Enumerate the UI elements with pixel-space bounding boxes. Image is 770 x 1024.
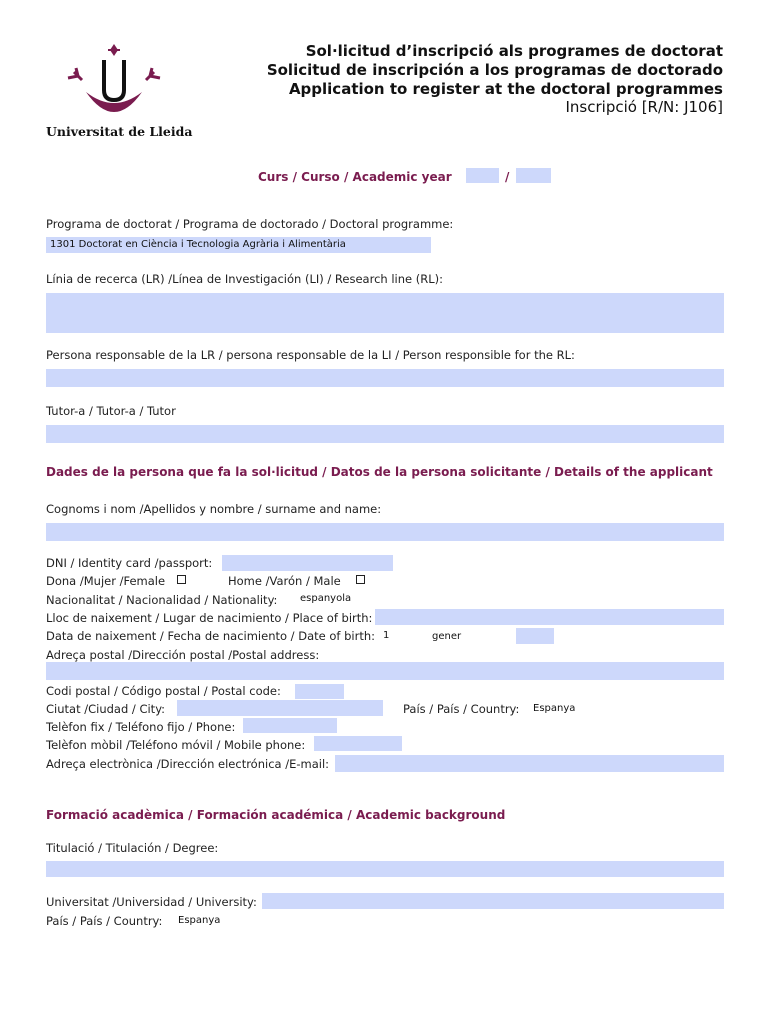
programme-label: Programa de doctorat / Programa de doctorado / Doctoral programme: [46,217,454,231]
title-spanish: Solicitud de inscripción a los programas de doctorado [266,61,723,79]
phone-field[interactable] [243,718,337,733]
birth-day-value[interactable]: 1 [383,630,390,641]
responsible-label: Persona responsable de la LR / persona responsable de la LI / Person responsible for the RL: [46,348,575,362]
nationality-label: Nacionalitat / Nacionalidad / Nationality: [46,593,278,607]
country-label: País / País / Country: [403,702,520,716]
research-line-field[interactable] [46,293,724,333]
male-label: Home /Varón / Male [228,574,341,588]
city-field[interactable] [177,700,383,716]
research-line-label: Línia de recerca (LR) /Línea de Investigación (LI) / Research line (RL): [46,272,443,286]
academic-country-value[interactable]: Espanya [178,915,221,926]
birth-year-field[interactable] [516,628,554,644]
country-value[interactable]: Espanya [533,703,576,714]
postcode-field[interactable] [295,684,344,699]
applicant-name-label: Cognoms i nom /Apellidos y nombre / surname and name: [46,502,382,516]
nationality-value[interactable]: espanyola [300,593,352,604]
academic-year-label: Curs / Curso / Academic year [258,170,452,184]
degree-label: Titulació / Titulación / Degree: [46,841,219,855]
applicant-heading: Dades de la persona que fa la sol·licitud / Datos de la persona solicitante / Details of the applicant [46,465,713,479]
academic-year-separator: / [505,170,510,184]
title-english: Application to register at the doctoral programmes [288,80,723,98]
university-field[interactable] [262,893,724,909]
mobile-label: Telèfon mòbil /Teléfono móvil / Mobile phone: [46,738,306,752]
university-logo [64,42,164,122]
male-checkbox[interactable] [356,575,365,584]
academic-heading: Formació acadèmica / Formación académica / Academic background [46,808,506,822]
responsible-field[interactable] [46,369,724,387]
email-field[interactable] [335,755,724,772]
title-catalan: Sol·licitud d’inscripció als programes de doctorat [305,42,723,60]
postcode-label: Codi postal / Código postal / Postal code: [46,684,281,698]
degree-field[interactable] [46,861,724,877]
birthplace-field[interactable] [375,609,724,625]
phone-label: Telèfon fix / Teléfono fijo / Phone: [46,720,236,734]
tutor-field[interactable] [46,425,724,443]
birthplace-label: Lloc de naixement / Lugar de nacimiento / Place of birth: [46,611,373,625]
address-field[interactable] [46,662,724,680]
reference-code: Inscripció [R/N: J106] [565,98,723,116]
id-label: DNI / Identity card /passport: [46,556,213,570]
academic-year-start-field[interactable] [466,168,499,183]
address-label: Adreça postal /Dirección postal /Postal address: [46,648,320,662]
applicant-name-field[interactable] [46,523,724,541]
academic-country-label: País / País / Country: [46,914,163,928]
mobile-field[interactable] [314,736,402,751]
university-name: Universitat de Lleida [46,124,193,139]
tutor-label: Tutor-a / Tutor-a / Tutor [46,404,176,418]
birth-month-value[interactable]: gener [432,631,462,642]
programme-field[interactable]: 1301 Doctorat en Ciència i Tecnologia Agrària i Alimentària [46,237,431,253]
id-field[interactable] [222,555,393,571]
city-label: Ciutat /Ciudad / City: [46,702,166,716]
female-label: Dona /Mujer /Female [46,574,166,588]
university-label: Universitat /Universidad / University: [46,895,257,909]
email-label: Adreça electrònica /Dirección electrónica /E-mail: [46,757,330,771]
academic-year-end-field[interactable] [516,168,551,183]
birthdate-label: Data de naixement / Fecha de nacimiento / Date of birth: [46,629,375,643]
female-checkbox[interactable] [177,575,186,584]
